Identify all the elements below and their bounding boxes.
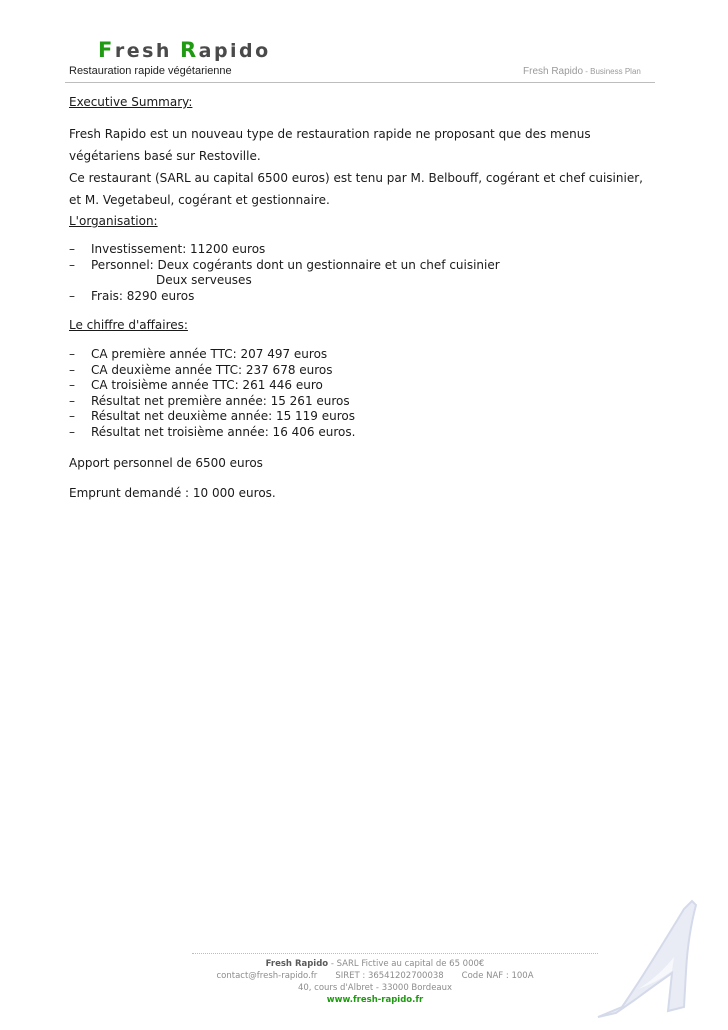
footer-brand: Fresh Rapido — [265, 959, 329, 969]
executive-text-line: végétariens basé sur Restoville. — [69, 149, 261, 163]
list-item: – CA troisième année TTC: 261 446 euro — [69, 378, 669, 394]
list-item: – Investissement: 11200 euros — [69, 242, 669, 258]
footer-siret: SIRET : 36541202700038 — [335, 971, 444, 981]
list-item: – Personnel: Deux cogérants dont un gestionnaire et un chef cuisinier — [69, 258, 669, 274]
logo-watermark-icon — [592, 895, 702, 1020]
emprunt-text: Emprunt demandé : 10 000 euros. — [69, 486, 276, 500]
list-item: – Résultat net première année: 15 261 euros — [69, 394, 669, 410]
tagline: Restauration rapide végétarienne — [69, 65, 232, 77]
header-brand — [523, 66, 641, 77]
list-item: – CA deuxième année TTC: 237 678 euros — [69, 363, 669, 379]
footer-website-link[interactable]: www.fresh-rapido.fr — [326, 995, 424, 1005]
footer-company-info: - SARL Fictive au capital de 65 000€ — [328, 959, 485, 969]
list-item: – CA première année TTC: 207 497 euros — [69, 347, 669, 363]
footer-line-1 — [150, 958, 600, 970]
logo-text-apido: apido — [198, 40, 271, 62]
executive-text-line: et M. Vegetabeul, cogérant et gestionnaire. — [69, 193, 330, 207]
list-item: Deux serveuses — [156, 273, 252, 287]
header-divider — [65, 82, 655, 83]
apport-text: Apport personnel de 6500 euros — [69, 456, 263, 470]
logo — [98, 38, 271, 62]
chiffre-affaires-heading: Le chiffre d'affaires: — [69, 318, 188, 332]
organisation-heading: L'organisation: — [69, 214, 158, 228]
header-brand-name: Fresh Rapido — [523, 66, 584, 77]
executive-text-line: Fresh Rapido est un nouveau type de restauration rapide ne proposant que des menus — [69, 127, 591, 141]
list-item: – Résultat net troisième année: 16 406 euros. — [69, 425, 669, 441]
logo-text-resh: resh — [114, 40, 172, 62]
executive-summary-heading: Executive Summary: — [69, 95, 193, 109]
footer-naf: Code NAF : 100A — [461, 971, 534, 981]
logo-initial-f: F — [98, 38, 115, 62]
list-item: – Frais: 8290 euros — [69, 289, 669, 305]
footer-divider — [192, 953, 598, 954]
header-brand-subtitle: - Business Plan — [583, 67, 641, 76]
list-item: – Résultat net deuxième année: 15 119 euros — [69, 409, 669, 425]
footer-line-2 — [150, 970, 600, 982]
logo-initial-r: R — [179, 38, 199, 62]
chiffre-affaires-list — [69, 347, 669, 440]
footer-address: 40, cours d'Albret - 33000 Bordeaux — [297, 983, 453, 993]
footer — [150, 958, 600, 1006]
footer-email[interactable]: contact@fresh-rapido.fr — [216, 971, 318, 981]
document-body — [69, 93, 669, 502]
organisation-list — [69, 242, 669, 304]
executive-text-line: Ce restaurant (SARL au capital 6500 euros) est tenu par M. Belbouff, cogérant et chef cuisinier, — [69, 171, 643, 185]
